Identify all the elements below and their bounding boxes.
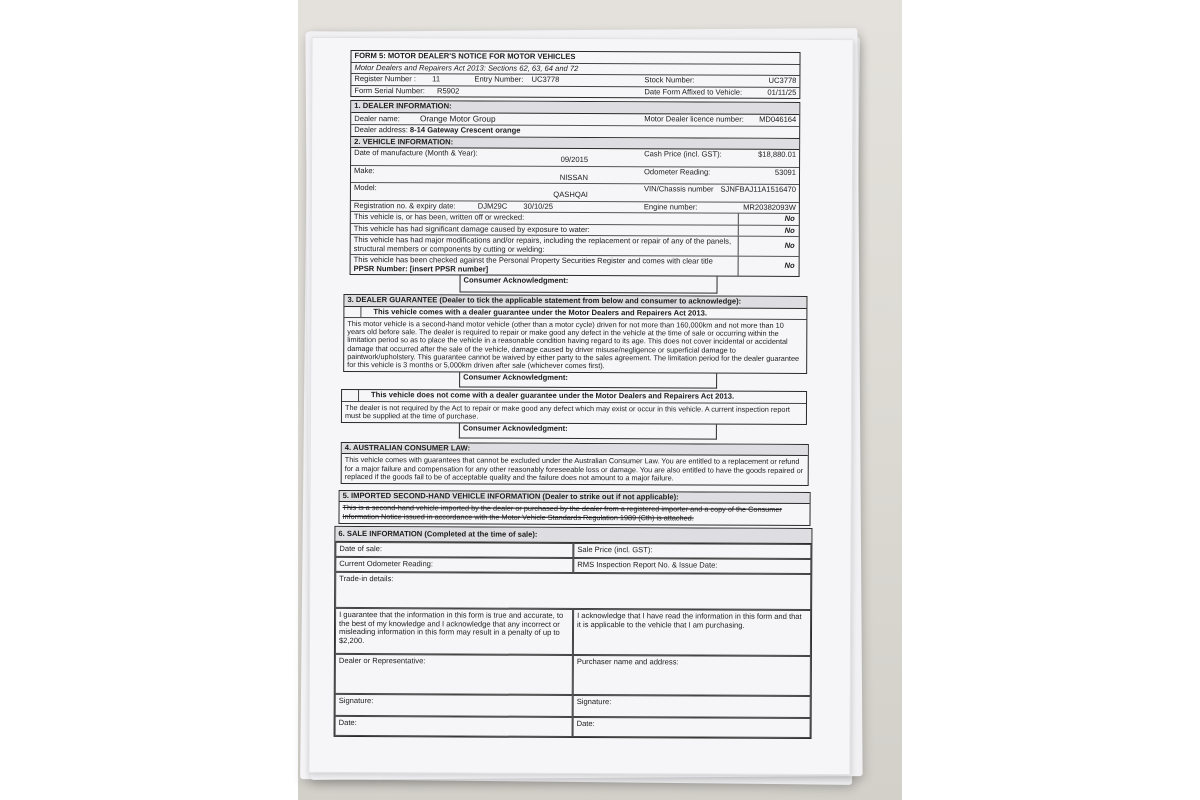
register-label: Register Number : — [354, 74, 417, 84]
dealer-signature-field[interactable]: Signature: — [335, 694, 573, 717]
serial-label: Form Serial Number: — [354, 85, 425, 95]
question-ppsr — [351, 255, 799, 276]
tick-box[interactable] — [342, 390, 359, 401]
dealer-rep-field[interactable]: Dealer or Representative: — [335, 654, 573, 695]
sale-grid — [335, 542, 811, 574]
sale-price-field[interactable]: Sale Price (incl. GST): — [573, 543, 811, 559]
answer-value: No — [738, 237, 799, 256]
cash-price-label: Cash Price (incl. GST): — [644, 149, 722, 159]
engine-value: MR20382093W — [743, 202, 796, 212]
dealer-licence — [641, 114, 799, 126]
dealer-declaration: I guarantee that the information in this form is true and accurate, to the best of my knowledge and I acknowledge that any incorrect or misleading information in this form may result in a penalty of up to $2,200. — [335, 608, 573, 655]
acl-text: This vehicle comes with guarantees that cannot be excluded under the Australian Consumer Law. You are entitled to a replacement or refund for a major failure and compensation for any other reasonably foreseeable loss or damage. You are also entitled to have the goods repaired or replaced if the goods fail to be of acceptable quality and the failure does not amount to a major failure. — [344, 455, 804, 483]
date-of-sale-field[interactable]: Date of sale: — [335, 542, 573, 558]
make-value: NISSAN — [559, 172, 589, 182]
cash-price-value: $18,880.01 — [758, 149, 797, 159]
question-text: This vehicle has had major modifications and/or repairs, including the replacement or repair of any of the panels, structural members or components by cutting or welding: — [353, 235, 732, 254]
dealer-name-label: Dealer name: — [354, 113, 400, 123]
imported-section — [338, 490, 810, 526]
consumer-acknowledgment: Consumer Acknowledgment: — [459, 423, 717, 439]
form-header — [350, 50, 800, 99]
stock-value: UC3778 — [768, 75, 797, 85]
registration — [351, 200, 641, 212]
purchaser-declaration: I acknowledge that I have read the information in this form and that it is applicable to the vehicle that I am purchasing. — [573, 609, 811, 656]
vehicle-heading: 2. VEHICLE INFORMATION: — [351, 136, 799, 149]
model — [351, 183, 641, 201]
dealer-address — [351, 125, 799, 137]
vin-value: SJNFBAJ11A1516470 — [720, 184, 796, 194]
entry-number — [471, 75, 641, 86]
odometer — [641, 167, 799, 184]
stock-label: Stock Number: — [644, 75, 695, 85]
vin — [641, 184, 799, 201]
answer-value: No — [738, 214, 799, 225]
vehicle-row-1 — [351, 148, 799, 167]
register-number — [351, 74, 471, 85]
declaration-grid — [335, 608, 812, 738]
question-text: This vehicle has had significant damage caused by exposure to water: — [353, 223, 590, 234]
affixed-label: Date Form Affixed to Vehicle: — [644, 86, 743, 97]
stock-number — [641, 75, 799, 86]
entry-label: Entry Number: — [474, 74, 524, 84]
rego-value: DJM29C — [477, 201, 508, 211]
odometer-label: Odometer Reading: — [644, 166, 711, 177]
vehicle-row-3 — [351, 183, 799, 202]
entry-value: UC3778 — [531, 74, 560, 84]
question-modifications — [351, 235, 799, 257]
guarantee-heading: 3. DEALER GUARANTEE (Dealer to tick the applicable statement from below and consumer to acknowledge): — [344, 295, 806, 309]
sale-section — [334, 526, 813, 740]
dealer-heading: 1. DEALER INFORMATION: — [351, 101, 799, 114]
engine-number — [641, 202, 799, 213]
model-label: Model: — [353, 183, 377, 193]
option-2-label: This vehicle does not come with a dealer guarantee under the Motor Dealers and Repairers Act 2013. — [371, 390, 735, 401]
answer-value: No — [738, 257, 799, 276]
address-value: 8-14 Gateway Crescent orange — [409, 125, 521, 135]
question-text: This vehicle has been checked against the Personal Property Securities Register and comes with clear title — [353, 255, 713, 266]
imported-heading: 5. IMPORTED SECOND-HAND VEHICLE INFORMATION (Dealer to strike out if not applicable): — [340, 491, 810, 505]
ppsr-number: PPSR Number: [insert PPSR number] — [353, 263, 489, 274]
consumer-acknowledgment: Consumer Acknowledgment: — [459, 275, 717, 293]
act-reference: Motor Dealers and Repairers Act 2013: Sections 62, 63, 64 and 72 — [351, 62, 799, 75]
engine-label: Engine number: — [643, 201, 698, 212]
option-1-label: This vehicle comes with a dealer guarantee under the Motor Dealers and Repairers Act 2013. — [373, 306, 707, 318]
consumer-law-section — [341, 442, 809, 486]
question-ppsr-block — [351, 255, 738, 276]
trade-in-field[interactable]: Trade-in details: — [335, 572, 811, 610]
question-text: This vehicle is, or has been, written off or wrecked: — [353, 212, 525, 222]
licence-value: MD046164 — [759, 114, 797, 124]
consumer-acknowledgment: Consumer Acknowledgment: — [459, 372, 717, 388]
affixed-value: 01/11/25 — [767, 87, 797, 97]
form-body — [338, 50, 804, 739]
header-row-2 — [351, 85, 799, 97]
make — [351, 165, 641, 183]
guarantee-section — [343, 294, 807, 374]
purchaser-signature-field[interactable]: Signature: — [573, 695, 811, 718]
manufacture-value: 09/2015 — [560, 154, 589, 165]
odometer-field[interactable]: Current Odometer Reading: — [335, 557, 573, 573]
rego-label: Registration no. & expiry date: — [353, 200, 456, 210]
model-value: QASHQAI — [553, 189, 588, 200]
dealer-section — [350, 100, 800, 138]
acl-heading: 4. AUSTRALIAN CONSUMER LAW: — [342, 443, 808, 457]
sale-heading: 6. SALE INFORMATION (Completed at the time of sale): — [335, 527, 811, 545]
form-title: FORM 5: MOTOR DEALER'S NOTICE FOR MOTOR VEHICLES — [351, 51, 799, 64]
register-value: 11 — [432, 74, 441, 84]
rego-expiry: 30/10/25 — [523, 201, 553, 211]
licence-label: Motor Dealer licence number: — [644, 113, 744, 124]
make-label: Make: — [354, 165, 375, 175]
purchaser-date-field[interactable]: Date: — [573, 717, 811, 738]
no-guarantee-section — [341, 389, 807, 425]
odometer-value: 53091 — [774, 167, 797, 177]
option-2-text: The dealer is not required by the Act to repair or make good any defect which may exist or occur in this vehicle. A current inspection report must be supplied at the time of purchase. — [344, 402, 790, 421]
imported-text: This is a second-hand vehicle imported by the dealer or purchased by the dealer from a registered importer and a copy of the Consumer Information Notice issued in accordance with the Motor Vehicle Standards Regulation 1989 (Cth) is attached. — [342, 503, 782, 523]
tick-box[interactable] — [344, 306, 361, 317]
cash-price — [641, 149, 799, 166]
form-serial — [351, 85, 641, 97]
purchaser-name-field[interactable]: Purchaser name and address: — [573, 655, 811, 696]
manufacture-label: Date of manufacture (Month & Year): — [354, 148, 478, 158]
answer-value: No — [738, 225, 799, 236]
form-page — [308, 37, 853, 775]
dealer-date-field[interactable]: Date: — [335, 716, 573, 737]
vin-label: VIN/Chassis number — [643, 184, 714, 194]
manufacture-date — [351, 148, 641, 166]
option-1-text: This motor vehicle is a second-hand motor vehicle (other than a motor cycle) driven for not more than 160,000km and not more than 10 years old before sale. The dealer is required to repair or make good any defect in the vehicle at the time of sale or occurring within the limitation period so as to place the vehicle in a reasonable condition having regard to its age. This does not cover incidental or accidental damage that occurred after the sale of the vehicle, damage caused by driver misuse/negligence or superficial damage to paintwork/upholstery. This guarantee cannot be waived by either party to the sales agreement. The limitation period for the dealer guarantee for this vehicle is 3 months or 5,000km driven after sale (whichever comes first). — [347, 318, 800, 370]
serial-value: R5902 — [436, 85, 460, 95]
date-affixed — [641, 87, 799, 98]
dealer-name — [351, 112, 641, 125]
address-label: Dealer address: — [354, 125, 408, 135]
vehicle-section — [350, 136, 801, 276]
vehicle-row-2 — [351, 165, 799, 184]
dealer-name-value: Orange Motor Group — [419, 113, 496, 124]
rms-field[interactable]: RMS Inspection Report No. & Issue Date: — [573, 558, 811, 574]
